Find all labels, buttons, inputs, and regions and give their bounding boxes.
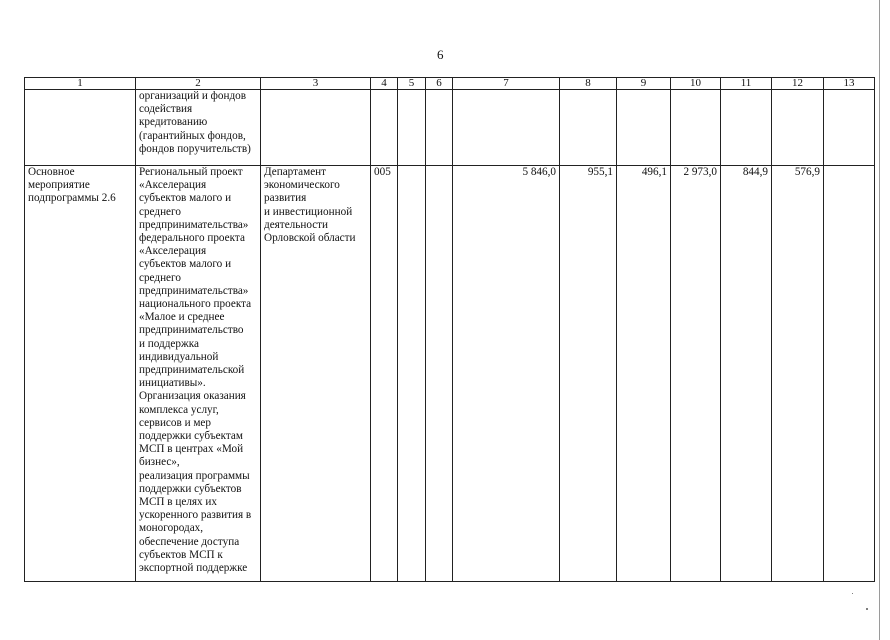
- cont-col2-line: фондов поручительств): [139, 142, 251, 155]
- header-cell-2: 2: [136, 78, 261, 90]
- value-cell-col11: 844,9: [721, 166, 772, 582]
- description-line: и поддержка: [139, 337, 199, 350]
- executor-cell: [261, 166, 371, 582]
- scan-speck: [866, 608, 868, 610]
- description-line: реализация программы: [139, 469, 250, 482]
- cont-col8-cell: [560, 90, 617, 166]
- executor-line: экономического: [264, 179, 340, 192]
- header-cell-8: 8: [560, 78, 617, 90]
- description-line: бизнес»,: [139, 456, 180, 469]
- description-line: федерального проекта: [139, 232, 245, 245]
- description-line: МСП в целях их: [139, 496, 218, 509]
- description-line: среднего: [139, 271, 181, 284]
- description-line: субъектов МСП к: [139, 548, 223, 561]
- cont-col1-cell: [25, 90, 136, 166]
- executor-line: и инвестиционной: [264, 205, 353, 218]
- description-line: инициативы».: [139, 377, 206, 390]
- value-cell-col8: 955,1: [560, 166, 617, 582]
- cont-col2-line: (гарантийных фондов,: [139, 129, 246, 142]
- executor-line: Орловской области: [264, 232, 356, 245]
- cont-col10-cell: [671, 90, 721, 166]
- description-line: предпринимательство: [139, 324, 244, 337]
- description-line: субъектов малого и: [139, 192, 232, 205]
- description-line: предпринимательской: [139, 364, 245, 377]
- col13-cell: [824, 166, 875, 582]
- description-line: ускоренного развития в: [139, 509, 252, 522]
- executor-line: Департамент: [264, 166, 327, 178]
- description-line: среднего: [139, 205, 181, 218]
- cont-col2-line: содействия: [139, 103, 193, 116]
- total-value-cell: 5 846,0: [453, 166, 560, 582]
- description-line: Региональный проект: [139, 166, 243, 178]
- scan-edge-line: [879, 0, 880, 640]
- cont-col2-cell: [136, 90, 261, 166]
- header-cell-4: 4: [371, 78, 398, 90]
- description-line: субъектов малого и: [139, 258, 232, 271]
- project-description-cell: [136, 166, 261, 582]
- description-line: «Акселерация: [139, 245, 207, 258]
- description-line: комплекса услуг,: [139, 403, 219, 416]
- measure-name-line: Основное: [28, 166, 75, 178]
- cont-col4-cell: [371, 90, 398, 166]
- cont-col13-cell: [824, 90, 875, 166]
- cont-col7-cell: [453, 90, 560, 166]
- value-cell-col9: 496,1: [617, 166, 671, 582]
- value-cell-col12: 576,9: [772, 166, 824, 582]
- value-cell-col10: 2 973,0: [671, 166, 721, 582]
- cont-col9-cell: [617, 90, 671, 166]
- description-line: обеспечение доступа: [139, 535, 240, 548]
- cont-col11-cell: [721, 90, 772, 166]
- description-line: моногородах,: [139, 522, 204, 535]
- cont-col5-cell: [398, 90, 426, 166]
- col6-cell: [426, 166, 453, 582]
- cont-col12-cell: [772, 90, 824, 166]
- header-cell-3: 3: [261, 78, 371, 90]
- code-cell: 005: [371, 166, 398, 582]
- measure-name-cell: [25, 166, 136, 582]
- header-cell-1: 1: [25, 78, 136, 90]
- description-line: экспортной поддержке: [139, 562, 248, 575]
- header-cell-12: 12: [772, 78, 824, 90]
- measure-name-line: мероприятие: [28, 179, 90, 192]
- header-cell-11: 11: [721, 78, 772, 90]
- description-line: Организация оказания: [139, 390, 246, 403]
- description-line: МСП в центрах «Мой: [139, 443, 244, 456]
- header-cell-5: 5: [398, 78, 426, 90]
- table-row-continuation: [25, 90, 875, 166]
- description-line: поддержки субъектов: [139, 482, 242, 495]
- description-line: «Акселерация: [139, 179, 207, 192]
- page-number: 6: [437, 47, 444, 62]
- executor-line: деятельности: [264, 218, 329, 231]
- header-cell-9: 9: [617, 78, 671, 90]
- cont-col2-line: кредитованию: [139, 116, 208, 129]
- description-line: «Малое и среднее: [139, 311, 225, 324]
- cont-col6-cell: [426, 90, 453, 166]
- column-number-header-row: [25, 78, 875, 90]
- header-cell-6: 6: [426, 78, 453, 90]
- table-row-main-measure: [25, 166, 875, 582]
- cont-col3-cell: [261, 90, 371, 166]
- description-line: предпринимательства»: [139, 218, 249, 231]
- description-line: предпринимательства»: [139, 284, 249, 297]
- scan-speck: [852, 593, 853, 594]
- col5-cell: [398, 166, 426, 582]
- executor-line: развития: [264, 192, 307, 205]
- header-cell-13: 13: [824, 78, 875, 90]
- description-line: индивидуальной: [139, 350, 219, 363]
- header-cell-7: 7: [453, 78, 560, 90]
- header-cell-10: 10: [671, 78, 721, 90]
- description-line: национального проекта: [139, 298, 252, 311]
- cont-col2-line: организаций и фондов: [139, 90, 247, 102]
- financing-table: [24, 77, 875, 582]
- description-line: поддержки субъектам: [139, 430, 243, 443]
- description-line: сервисов и мер: [139, 416, 211, 429]
- measure-name-line: подпрограммы 2.6: [28, 192, 116, 205]
